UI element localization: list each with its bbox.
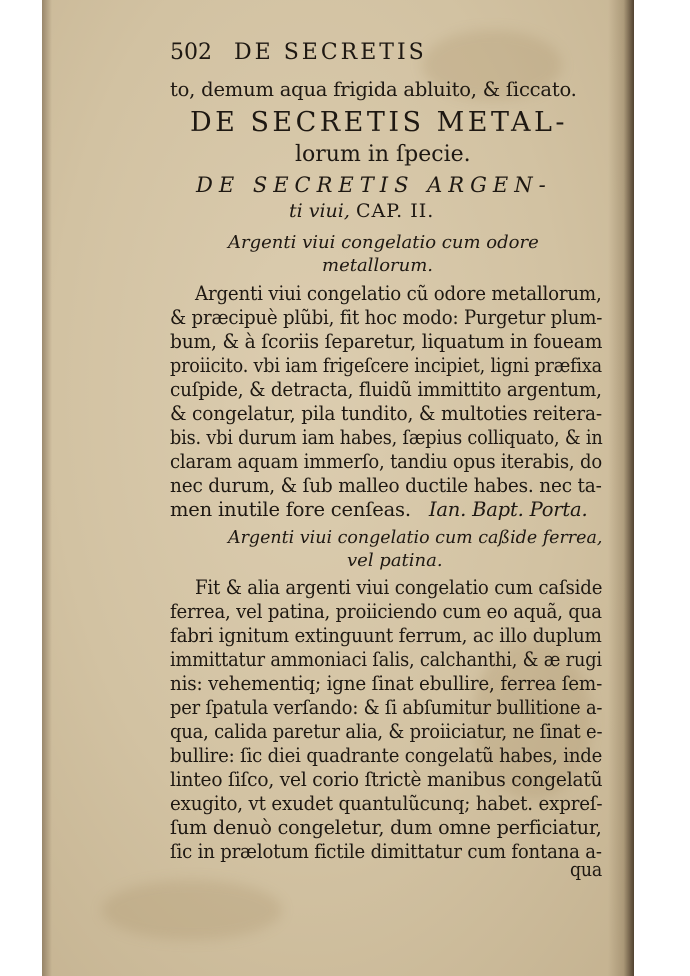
text-line: Fit & alia argenti viui congelatio cum caſside bbox=[195, 576, 603, 599]
text-line: nis: vehementiq; igne ſinat ebullire, ferrea ſem- bbox=[170, 672, 603, 695]
text-line: exugito, vt exudet quantulũcunq; habet. expreſ- bbox=[170, 792, 603, 815]
paragraph2-heading-line1: Argenti viui congelatio cum caßide ferrea, bbox=[228, 527, 603, 548]
text-line: proiicito. vbi iam frigeſcere incipiet, ligni præfixa bbox=[170, 354, 602, 377]
text-line: & congelatur, pila tundito, & multoties reitera- bbox=[170, 402, 602, 425]
paragraph2-heading-line2: vel patina. bbox=[347, 550, 443, 571]
catchword: qua bbox=[570, 858, 603, 881]
running-title: DE SECRETIS bbox=[234, 40, 427, 65]
text-line: bum, & à ſcoriis ſeparetur, liquatum in foueam bbox=[170, 330, 603, 353]
page-text bbox=[42, 0, 634, 976]
section-title-line1: DE SECRETIS METAL- bbox=[190, 107, 569, 138]
subsection-title-line2 bbox=[289, 200, 434, 222]
paragraph1-heading-line1: Argenti viui congelatio cum odore bbox=[228, 232, 539, 253]
section-title-line2: lorum in ſpecie. bbox=[295, 142, 471, 167]
text-line: qua, calida paretur alia, & proiiciatur, ne ſinat e- bbox=[170, 720, 603, 743]
paragraph1-last-line: men inutile fore cenſeas. bbox=[170, 498, 411, 521]
book-page bbox=[42, 0, 634, 976]
chapter-label: CAP. II. bbox=[355, 200, 435, 222]
subsection-title-italic: ti viui, bbox=[289, 200, 350, 222]
page-number: 502 bbox=[170, 40, 212, 65]
text-line: & præcipuè plũbi, fit hoc modo: Purgetur plum- bbox=[170, 306, 603, 329]
text-line: per ſpatula verſando: & ſi abſumitur bullitione a- bbox=[170, 696, 603, 719]
text-line: cuſpide, & detracta, fluidũ immittito argentum, bbox=[170, 378, 602, 401]
text-line: to, demum aqua frigida abluito, & ſiccato. bbox=[170, 78, 577, 101]
text-line: bis. vbi durum iam habes, ſæpius colliquato, & in bbox=[170, 426, 603, 449]
subsection-title-line1: DE SECRETIS ARGEN- bbox=[196, 173, 552, 197]
text-line: bullire: ſic diei quadrante congelatũ habes, inde bbox=[170, 744, 603, 767]
text-line: Argenti viui congelatio cũ odore metallorum, bbox=[195, 282, 602, 305]
text-line: fabri ignitum extinguunt ferrum, ac illo duplum bbox=[170, 624, 602, 647]
text-line: claram aquam immerſo, tandiu opus iterabis, do bbox=[170, 450, 602, 473]
text-line: nec durum, & ſub malleo ductile habes. nec ta- bbox=[170, 474, 602, 497]
text-line: immittatur ammoniaci ſalis, calchanthi, & æ rugi bbox=[170, 648, 602, 671]
attribution: Ian. Bapt. Porta. bbox=[428, 498, 588, 521]
text-line: ſum denuò congeletur, dum omne perficiatur, bbox=[170, 816, 602, 839]
text-line: linteo ſiſco, vel corio ſtrictè manibus congelatũ bbox=[170, 768, 603, 791]
text-line bbox=[170, 498, 587, 521]
text-line: ferrea, vel patina, proiiciendo cum eo aquã, qua bbox=[170, 600, 602, 623]
paragraph1-heading-line2: metallorum. bbox=[322, 255, 434, 276]
running-head bbox=[170, 40, 427, 65]
text-line: ſic in prælotum fictile dimittatur cum fontana a- bbox=[170, 840, 602, 863]
